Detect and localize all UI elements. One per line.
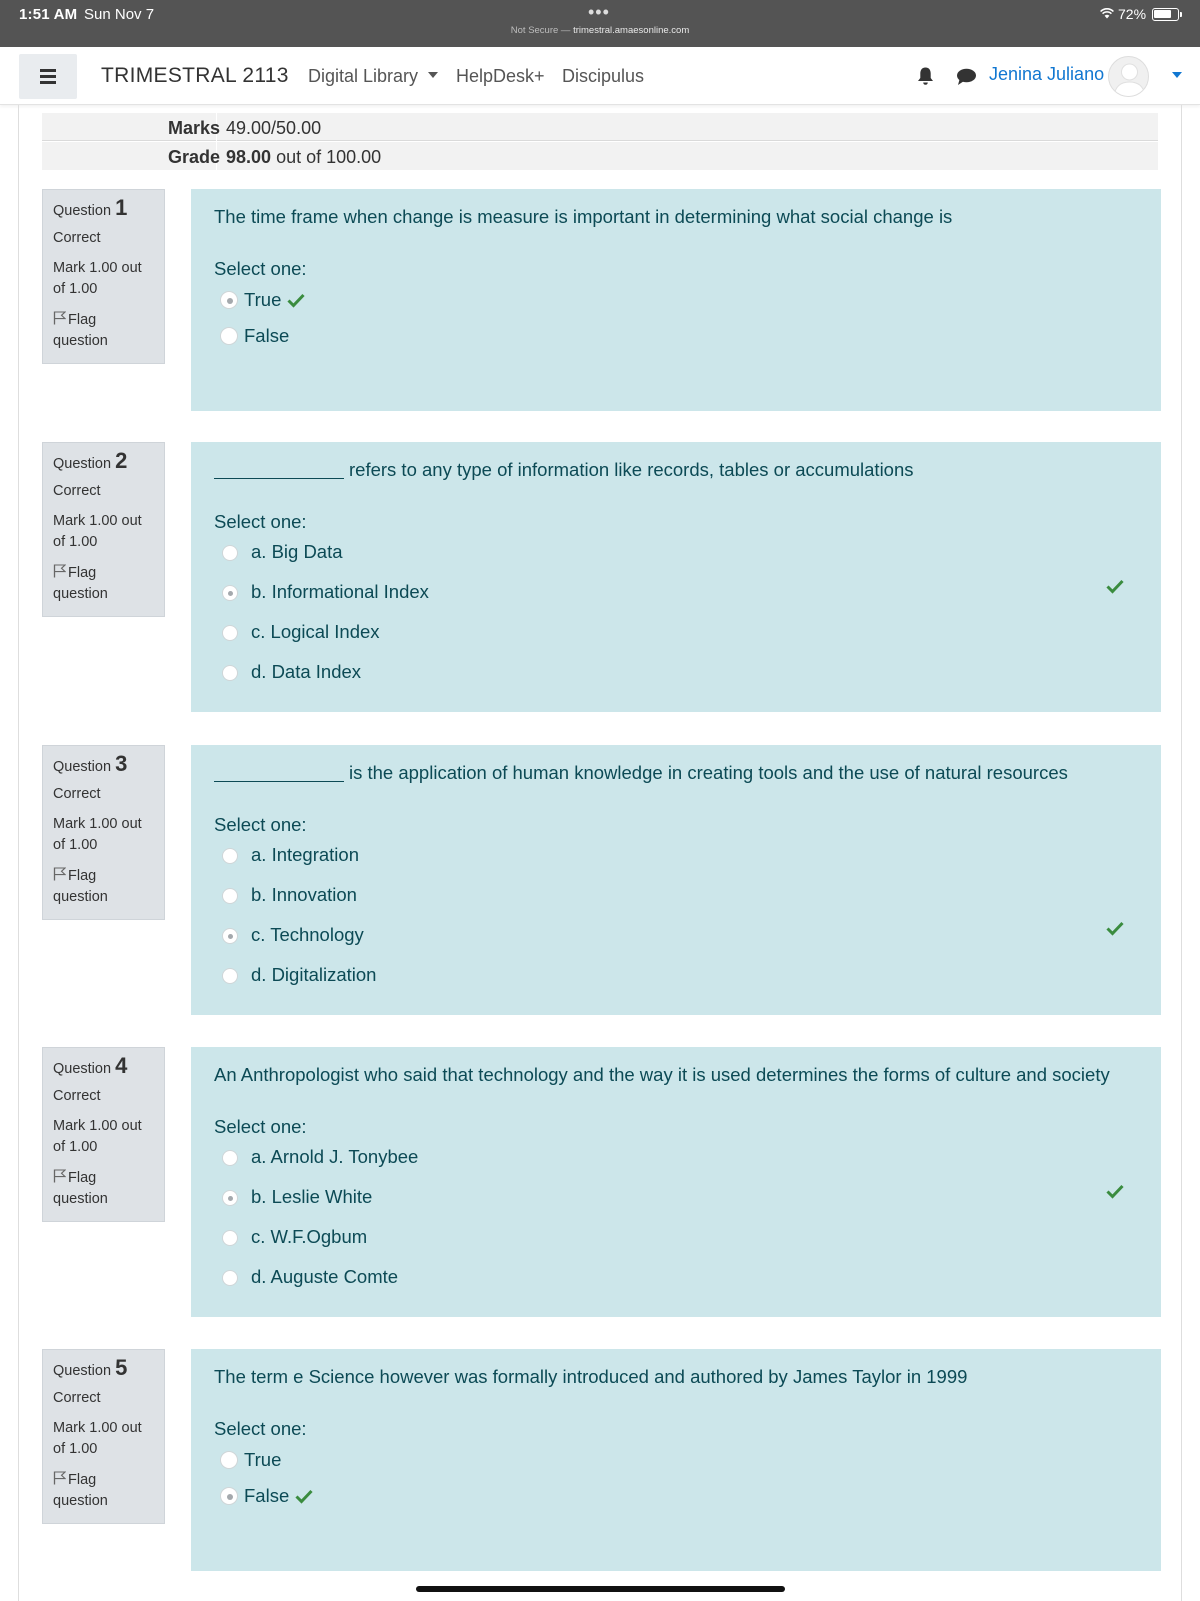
question-number: Question 3 [53, 751, 128, 776]
site-name[interactable]: TRIMESTRAL 2113 [101, 64, 289, 87]
flag-question-link[interactable]: Flag question [53, 565, 108, 602]
fill-in-blank [214, 764, 344, 782]
chat-bubble-icon[interactable] [956, 68, 977, 86]
select-one-prompt: Select one: [214, 1116, 307, 1137]
marks-value: 49.00/50.00 [226, 118, 322, 138]
question-info-1 [42, 189, 165, 364]
user-name-link[interactable]: Jenina Juliano [989, 64, 1105, 84]
user-avatar[interactable] [1108, 56, 1149, 97]
bell-icon[interactable] [916, 66, 935, 86]
radio-button[interactable] [220, 291, 238, 309]
question-text: is the application of human knowledge in creating tools and the use of natural resources [214, 762, 1068, 784]
question-state: Correct [53, 1390, 101, 1406]
flag-outline-icon [53, 867, 66, 881]
grade-suffix: out of 100.00 [276, 147, 382, 167]
radio-button[interactable] [220, 1451, 238, 1469]
question-content-1: The time frame when change is measure is important in determining what social change is Select one: True False [191, 189, 1161, 411]
question-info-5 [42, 1349, 165, 1524]
nav-helpdesk[interactable]: HelpDesk+ [456, 66, 545, 86]
flag-outline-icon [53, 311, 66, 325]
flag-outline-icon [53, 1169, 66, 1183]
question-state: Correct [53, 230, 101, 246]
checkmark-icon [1106, 921, 1124, 936]
fill-in-blank [214, 461, 344, 479]
radio-button[interactable] [222, 848, 238, 864]
flag-outline-icon [53, 1471, 66, 1485]
question-content-3: is the application of human knowledge in creating tools and the use of natural resources Select one: a. Integration b. Innovation c. Technology d. Digitalization [191, 745, 1161, 1015]
question-content-2: refers to any type of information like records, tables or accumulations Select one: a. Big Data b. Informational Index c. Logical Index d. Data Index [191, 442, 1161, 712]
question-number: Question 4 [53, 1053, 128, 1078]
marks-label: Marks [167, 118, 220, 138]
summary-grade-row [42, 142, 1158, 170]
question-text: The term e Science however was formally introduced and authored by James Taylor in 1999 [214, 1366, 968, 1387]
question-text: refers to any type of information like records, tables or accumulations [214, 459, 914, 481]
checkmark-icon [287, 293, 305, 308]
radio-button[interactable] [222, 1230, 238, 1246]
radio-button[interactable] [220, 1487, 238, 1505]
question-state: Correct [53, 1088, 101, 1104]
home-indicator[interactable] [416, 1586, 785, 1592]
grade-score: 98.00 [226, 147, 272, 167]
hamburger-menu-icon[interactable] [19, 54, 77, 99]
battery-icon [1152, 8, 1179, 21]
radio-button[interactable] [222, 665, 238, 681]
question-info-4 [42, 1047, 165, 1222]
browser-more-dots-icon[interactable]: ••• [588, 2, 610, 22]
question-grade: Mark 1.00 out of 1.00 [53, 1118, 142, 1155]
address-url: trimestral.amaesonline.com [573, 25, 690, 36]
radio-button[interactable] [222, 928, 238, 944]
select-one-prompt: Select one: [214, 1418, 307, 1439]
nav-digital-library-label: Digital Library [308, 66, 419, 86]
flag-outline-icon [53, 564, 66, 578]
radio-button[interactable] [222, 888, 238, 904]
status-time: 1:51 AM [19, 6, 78, 23]
checkmark-icon [1106, 1184, 1124, 1199]
wifi-icon [1100, 8, 1114, 19]
question-content-4: An Anthropologist who said that technology and the way it is used determines the forms of culture and society Select one: a. Arnold J. Tonybee b. Leslie White c. W.F.Ogbum d. Auguste Comte [191, 1047, 1161, 1317]
flag-question-link[interactable]: Flag question [53, 1472, 108, 1509]
not-secure-label: Not Secure — [510, 25, 571, 36]
question-grade: Mark 1.00 out of 1.00 [53, 260, 142, 297]
checkmark-icon [295, 1489, 313, 1504]
flag-question-link[interactable]: Flag question [53, 868, 108, 905]
question-content-5: The term e Science however was formally introduced and authored by James Taylor in 1999 Select one: True False [191, 1349, 1161, 1571]
question-grade: Mark 1.00 out of 1.00 [53, 513, 142, 550]
select-one-prompt: Select one: [214, 814, 307, 835]
flag-question-link[interactable]: Flag question [53, 1170, 108, 1207]
radio-button[interactable] [222, 585, 238, 601]
question-number: Question 2 [53, 448, 128, 473]
ios-status-bar [0, 0, 1200, 47]
radio-button[interactable] [222, 1190, 238, 1206]
radio-button[interactable] [222, 545, 238, 561]
top-navbar [0, 47, 1200, 105]
question-info-3 [42, 745, 165, 920]
radio-button[interactable] [220, 327, 238, 345]
flag-question-link[interactable]: Flag question [53, 312, 108, 349]
user-silhouette-icon [1109, 57, 1149, 97]
radio-button[interactable] [222, 968, 238, 984]
nav-discipulus[interactable]: Discipulus [562, 66, 645, 86]
question-grade: Mark 1.00 out of 1.00 [53, 816, 142, 853]
question-number: Question 5 [53, 1355, 128, 1380]
address-bar[interactable] [0, 25, 1200, 36]
select-one-prompt: Select one: [214, 258, 307, 279]
question-info-2 [42, 442, 165, 617]
status-date: Sun Nov 7 [84, 6, 155, 23]
select-one-prompt: Select one: [214, 511, 307, 532]
question-state: Correct [53, 483, 101, 499]
question-number: Question 1 [53, 195, 128, 220]
radio-button[interactable] [222, 1270, 238, 1286]
question-text: An Anthropologist who said that technology and the way it is used determines the forms of culture and society [214, 1064, 1110, 1085]
nav-digital-library[interactable] [308, 66, 438, 87]
battery-percent: 72% [1118, 6, 1147, 22]
chevron-down-icon [428, 72, 438, 78]
user-menu-chevron-icon[interactable] [1172, 72, 1182, 78]
question-grade: Mark 1.00 out of 1.00 [53, 1420, 142, 1457]
checkmark-icon [1106, 579, 1124, 594]
grade-value [226, 147, 381, 168]
grade-label: Grade [167, 147, 220, 167]
radio-button[interactable] [222, 625, 238, 641]
summary-marks-row [42, 113, 1158, 141]
question-state: Correct [53, 786, 101, 802]
question-text: The time frame when change is measure is important in determining what social change is [214, 206, 953, 227]
radio-button[interactable] [222, 1150, 238, 1166]
